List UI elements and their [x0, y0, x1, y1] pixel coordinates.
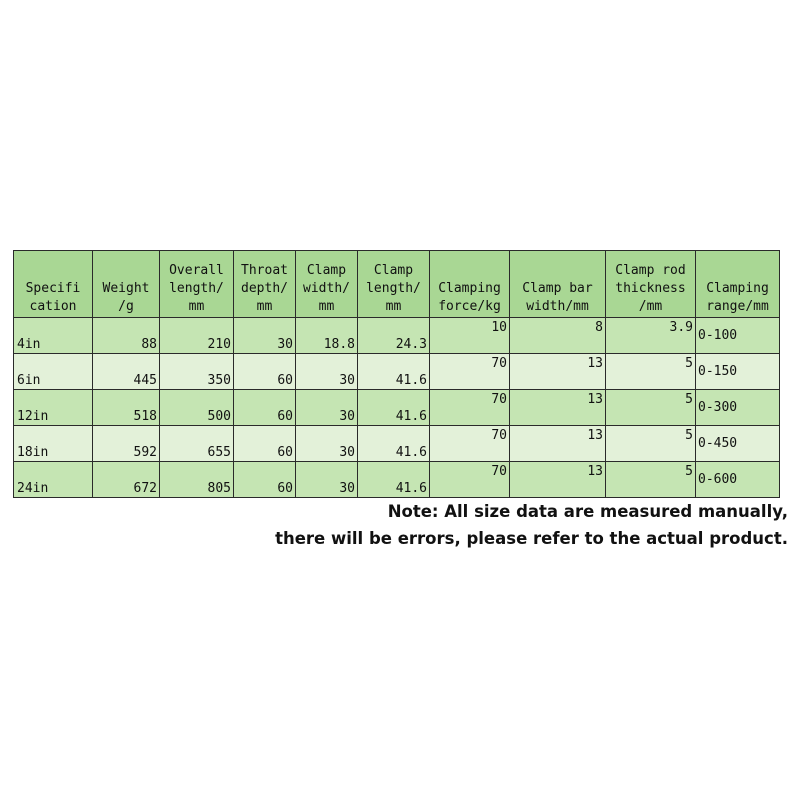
cell-weight: 518	[93, 390, 160, 426]
cell-clamp-bar-width: 13	[510, 390, 606, 426]
cell-clamp-bar-width: 13	[510, 462, 606, 498]
cell-specification: 18in	[14, 426, 93, 462]
cell-clamp-rod-thickness: 5	[606, 462, 696, 498]
cell-clamp-length: 41.6	[358, 390, 430, 426]
cell-clamping-range: 0-100	[696, 318, 780, 354]
cell-weight: 88	[93, 318, 160, 354]
cell-overall-length: 805	[160, 462, 234, 498]
table-row-6in	[14, 354, 780, 390]
cell-clamp-rod-thickness: 5	[606, 390, 696, 426]
header-clamp-width: Clamp width/ mm	[296, 251, 358, 318]
header-clamping-force: Clamping force/kg	[430, 251, 510, 318]
cell-clamping-range: 0-600	[696, 462, 780, 498]
header-weight: Weight /g	[93, 251, 160, 318]
cell-clamp-bar-width: 13	[510, 426, 606, 462]
cell-clamp-length: 41.6	[358, 462, 430, 498]
cell-overall-length: 210	[160, 318, 234, 354]
cell-throat-depth: 30	[234, 318, 296, 354]
cell-overall-length: 350	[160, 354, 234, 390]
cell-clamp-width: 30	[296, 390, 358, 426]
cell-clamping-force: 70	[430, 390, 510, 426]
note-line-2: there will be errors, please refer to the actual product.	[275, 529, 788, 548]
cell-clamp-width: 30	[296, 462, 358, 498]
cell-clamping-range: 0-450	[696, 426, 780, 462]
header-overall-length: Overall length/ mm	[160, 251, 234, 318]
cell-throat-depth: 60	[234, 354, 296, 390]
note-line-1: Note: All size data are measured manually,	[387, 502, 788, 521]
cell-weight: 592	[93, 426, 160, 462]
cell-clamping-force: 70	[430, 354, 510, 390]
cell-clamping-range: 0-300	[696, 390, 780, 426]
table-row-24in	[14, 462, 780, 498]
table-row-18in	[14, 426, 780, 462]
cell-clamp-width: 30	[296, 426, 358, 462]
cell-clamp-rod-thickness: 5	[606, 426, 696, 462]
table-row-12in	[14, 390, 780, 426]
spec-table	[13, 250, 780, 498]
cell-throat-depth: 60	[234, 390, 296, 426]
cell-overall-length: 500	[160, 390, 234, 426]
cell-throat-depth: 60	[234, 426, 296, 462]
cell-overall-length: 655	[160, 426, 234, 462]
measurement-note	[275, 498, 788, 552]
header-clamping-range: Clamping range/mm	[696, 251, 780, 318]
header-row	[14, 251, 780, 318]
cell-clamp-rod-thickness: 3.9	[606, 318, 696, 354]
cell-clamp-length: 24.3	[358, 318, 430, 354]
cell-specification: 12in	[14, 390, 93, 426]
header-specification: Specifi cation	[14, 251, 93, 318]
cell-clamping-force: 70	[430, 426, 510, 462]
cell-clamping-force: 10	[430, 318, 510, 354]
header-clamp-length: Clamp length/ mm	[358, 251, 430, 318]
cell-clamp-rod-thickness: 5	[606, 354, 696, 390]
cell-clamp-length: 41.6	[358, 354, 430, 390]
cell-specification: 6in	[14, 354, 93, 390]
cell-clamp-width: 30	[296, 354, 358, 390]
cell-clamp-width: 18.8	[296, 318, 358, 354]
cell-weight: 445	[93, 354, 160, 390]
table-row-4in	[14, 318, 780, 354]
cell-clamping-range: 0-150	[696, 354, 780, 390]
cell-specification: 24in	[14, 462, 93, 498]
cell-clamp-bar-width: 13	[510, 354, 606, 390]
header-clamp-rod-thickness: Clamp rod thickness /mm	[606, 251, 696, 318]
cell-throat-depth: 60	[234, 462, 296, 498]
cell-specification: 4in	[14, 318, 93, 354]
cell-clamping-force: 70	[430, 462, 510, 498]
header-throat-depth: Throat depth/ mm	[234, 251, 296, 318]
cell-clamp-length: 41.6	[358, 426, 430, 462]
cell-weight: 672	[93, 462, 160, 498]
header-clamp-bar-width: Clamp bar width/mm	[510, 251, 606, 318]
cell-clamp-bar-width: 8	[510, 318, 606, 354]
